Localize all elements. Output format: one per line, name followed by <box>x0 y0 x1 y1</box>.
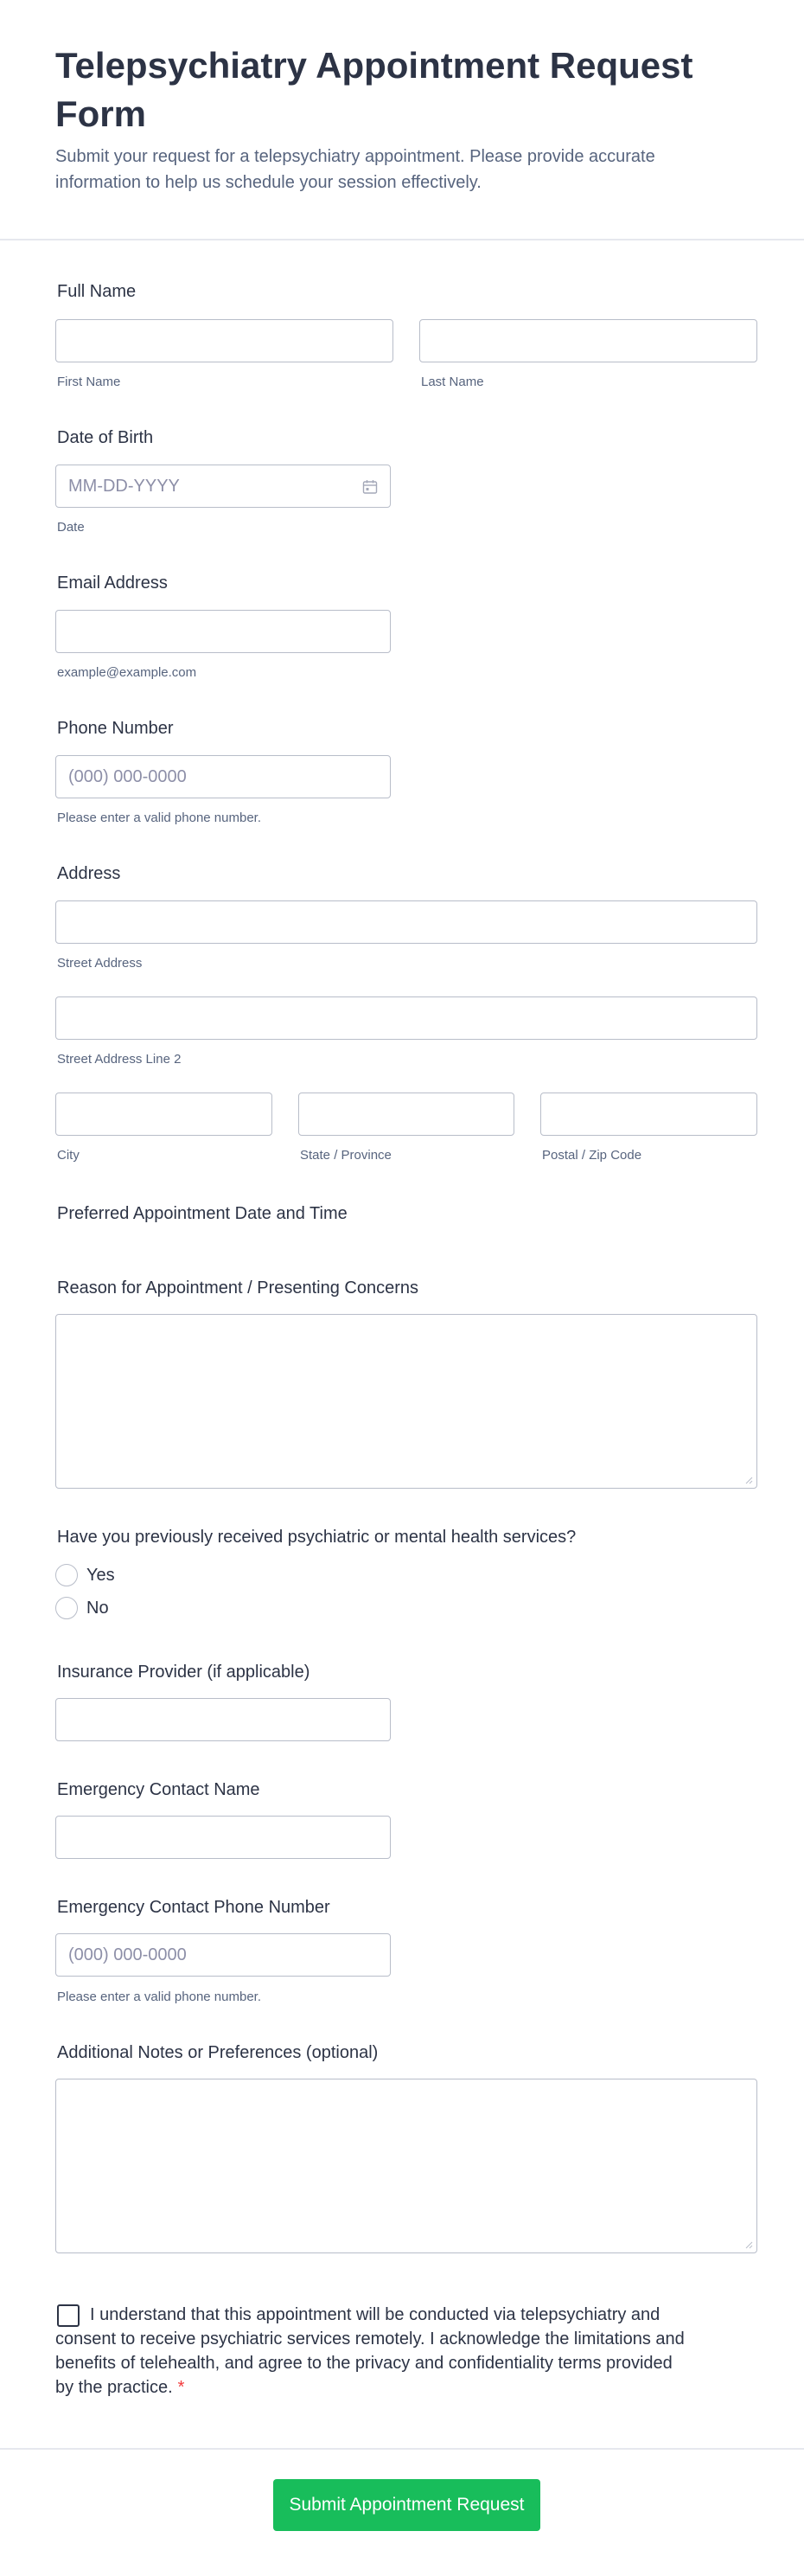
required-asterisk: * <box>177 2378 185 2397</box>
reason-label: Reason for Appointment / Presenting Concerns <box>57 1278 419 1298</box>
calendar-icon[interactable] <box>362 479 378 495</box>
phone-label: Phone Number <box>57 719 174 738</box>
state-sublabel: State / Province <box>300 1148 392 1163</box>
first-name-input[interactable] <box>55 319 393 362</box>
radio-no-label: No <box>86 1599 109 1618</box>
dob-placeholder: MM-DD-YYYY <box>68 477 180 496</box>
address-label: Address <box>57 864 121 883</box>
insurance-input[interactable] <box>55 1698 391 1741</box>
form-subtitle: Submit your request for a telepsychiatry appointment. Please provide accurate information to help us schedule your session effectively. <box>55 147 655 192</box>
resize-handle-icon[interactable] <box>744 1476 753 1484</box>
street-address-2-sublabel: Street Address Line 2 <box>57 1052 182 1067</box>
form-title: Telepsychiatry Appointment Request Form <box>55 45 693 134</box>
notes-textarea[interactable] <box>55 2079 757 2253</box>
first-name-sublabel: First Name <box>57 375 121 389</box>
reason-textarea[interactable] <box>55 1314 757 1489</box>
street-address-input[interactable] <box>55 900 757 944</box>
street-address-sublabel: Street Address <box>57 956 143 971</box>
city-sublabel: City <box>57 1148 80 1163</box>
notes-label: Additional Notes or Preferences (optional) <box>57 2043 379 2062</box>
email-label: Email Address <box>57 574 168 593</box>
consent-label: I understand that this appointment will be conducted via telepsychiatry and consent to receive psychiatric services remotely. I acknowledge the limitations and benefits of telehealth, and agree to the privacy and confidentiality terms provided by the practice. <box>55 2305 685 2397</box>
phone-input[interactable] <box>55 755 391 798</box>
emergency-phone-sublabel: Please enter a valid phone number. <box>57 1990 261 2004</box>
email-sublabel: example@example.com <box>57 665 197 680</box>
dob-label: Date of Birth <box>57 428 154 447</box>
zip-input[interactable] <box>540 1093 757 1136</box>
preferred-datetime-label: Preferred Appointment Date and Time <box>57 1204 348 1223</box>
emergency-phone-label: Emergency Contact Phone Number <box>57 1898 330 1917</box>
radio-yes[interactable] <box>55 1564 78 1586</box>
city-input[interactable] <box>55 1093 272 1136</box>
dob-input[interactable] <box>55 465 391 508</box>
emergency-phone-placeholder: (000) 000-0000 <box>68 1945 187 1964</box>
previous-services-label: Have you previously received psychiatric or mental health services? <box>57 1528 577 1547</box>
consent-text <box>55 2303 695 2400</box>
footer-divider <box>0 2448 804 2450</box>
consent-checkbox[interactable] <box>57 2304 80 2327</box>
full-name-label: Full Name <box>57 282 137 301</box>
resize-handle-icon[interactable] <box>744 2240 753 2249</box>
form-header <box>0 0 804 240</box>
last-name-sublabel: Last Name <box>421 375 484 389</box>
emergency-name-input[interactable] <box>55 1816 391 1859</box>
street-address-2-input[interactable] <box>55 996 757 1040</box>
dob-sublabel: Date <box>57 520 85 535</box>
last-name-input[interactable] <box>419 319 757 362</box>
state-input[interactable] <box>298 1093 514 1136</box>
radio-yes-label: Yes <box>86 1566 115 1585</box>
zip-sublabel: Postal / Zip Code <box>542 1148 642 1163</box>
submit-button[interactable]: Submit Appointment Request <box>273 2479 540 2531</box>
emergency-phone-input[interactable] <box>55 1933 391 1977</box>
email-input[interactable] <box>55 610 391 653</box>
insurance-label: Insurance Provider (if applicable) <box>57 1663 310 1682</box>
emergency-name-label: Emergency Contact Name <box>57 1780 260 1799</box>
phone-placeholder: (000) 000-0000 <box>68 767 187 786</box>
phone-sublabel: Please enter a valid phone number. <box>57 811 261 825</box>
radio-no[interactable] <box>55 1597 78 1619</box>
